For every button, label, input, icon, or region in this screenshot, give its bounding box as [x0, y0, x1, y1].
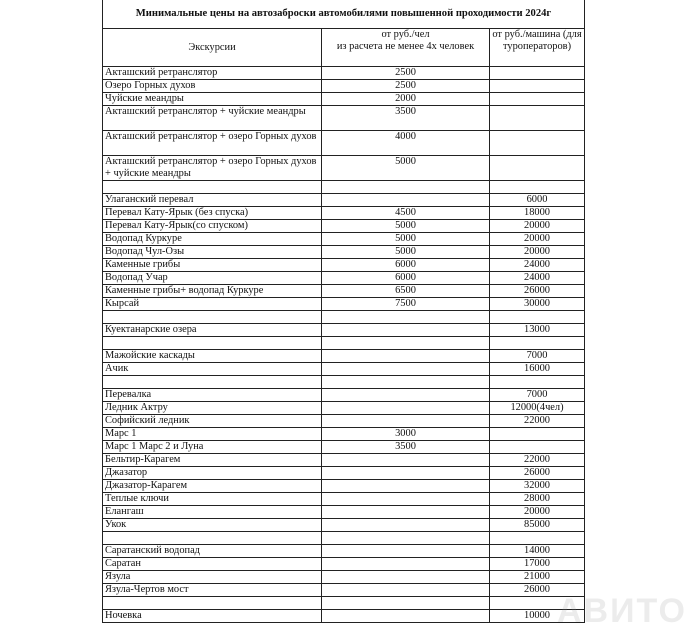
- price-per-person: 3000: [322, 428, 490, 441]
- table-row: [103, 506, 585, 519]
- price-per-car: [490, 441, 585, 454]
- price-per-person: 5000: [322, 156, 490, 181]
- price-per-person: [322, 389, 490, 402]
- price-per-person: [322, 194, 490, 207]
- table-row: [103, 441, 585, 454]
- price-per-person: [322, 181, 490, 194]
- price-per-car: 85000: [490, 519, 585, 532]
- spacer-row: [103, 311, 585, 324]
- price-per-car: [490, 376, 585, 389]
- price-per-car: 28000: [490, 493, 585, 506]
- excursion-name: Укок: [103, 519, 322, 532]
- table-row: [103, 610, 585, 623]
- price-per-person: 7500: [322, 298, 490, 311]
- spacer-row: [103, 597, 585, 610]
- price-per-person: [322, 532, 490, 545]
- price-per-person: 4000: [322, 131, 490, 156]
- excursion-name: Кырсай: [103, 298, 322, 311]
- price-per-car: [490, 67, 585, 80]
- price-per-person: 3500: [322, 106, 490, 131]
- price-per-car: 17000: [490, 558, 585, 571]
- excursion-name: Елангаш: [103, 506, 322, 519]
- price-per-person: [322, 584, 490, 597]
- excursion-name: Язула: [103, 571, 322, 584]
- price-per-person: [322, 324, 490, 337]
- table-row: [103, 363, 585, 376]
- excursion-name: Саратан: [103, 558, 322, 571]
- price-per-person: [322, 402, 490, 415]
- spacer-row: [103, 532, 585, 545]
- price-per-car: 22000: [490, 454, 585, 467]
- price-per-car: 26000: [490, 584, 585, 597]
- price-per-car: 10000: [490, 610, 585, 623]
- spacer-row: [103, 181, 585, 194]
- price-table: [102, 0, 585, 623]
- price-per-person: 2500: [322, 67, 490, 80]
- price-per-car: 20000: [490, 220, 585, 233]
- price-per-person: 6000: [322, 259, 490, 272]
- table-row: [103, 220, 585, 233]
- price-per-person: [322, 415, 490, 428]
- excursion-name: Улаганский перевал: [103, 194, 322, 207]
- excursion-name: [103, 376, 322, 389]
- price-per-person: 5000: [322, 220, 490, 233]
- excursion-name: Водопад Куркуре: [103, 233, 322, 246]
- table-row: [103, 493, 585, 506]
- price-per-person: [322, 545, 490, 558]
- price-per-person: [322, 571, 490, 584]
- excursion-name: Мажойские каскады: [103, 350, 322, 363]
- price-per-person: [322, 467, 490, 480]
- spacer-row: [103, 376, 585, 389]
- price-per-person: 3500: [322, 441, 490, 454]
- price-per-person: [322, 610, 490, 623]
- price-document: [102, 0, 687, 640]
- excursion-name: Акташский ретранслятор + озеро Горных духов + чуйские меандры: [103, 156, 322, 181]
- table-row: [103, 67, 585, 80]
- price-per-person: [322, 597, 490, 610]
- excursion-name: [103, 337, 322, 350]
- header-per-person: от руб./чел из расчета не менее 4х человек: [322, 29, 490, 67]
- price-per-person: [322, 311, 490, 324]
- price-per-car: 7000: [490, 350, 585, 363]
- excursion-name: Акташский ретранслятор + озеро Горных духов: [103, 131, 322, 156]
- price-per-person: [322, 376, 490, 389]
- excursion-name: Джазатор: [103, 467, 322, 480]
- price-per-car: [490, 80, 585, 93]
- price-per-person: [322, 493, 490, 506]
- excursion-name: Ачик: [103, 363, 322, 376]
- excursion-name: Водопад Учар: [103, 272, 322, 285]
- excursion-name: Чуйские меандры: [103, 93, 322, 106]
- table-row: [103, 350, 585, 363]
- price-per-car: 22000: [490, 415, 585, 428]
- table-row: [103, 428, 585, 441]
- table-row: [103, 454, 585, 467]
- table-row: [103, 93, 585, 106]
- price-per-person: 5000: [322, 246, 490, 259]
- price-per-car: 24000: [490, 259, 585, 272]
- excursion-name: [103, 597, 322, 610]
- price-per-car: [490, 106, 585, 131]
- price-per-car: [490, 156, 585, 181]
- excursion-name: Ночевка: [103, 610, 322, 623]
- title-row: [103, 0, 585, 29]
- table-row: [103, 584, 585, 597]
- price-per-car: 20000: [490, 506, 585, 519]
- table-row: [103, 131, 585, 156]
- price-per-car: 14000: [490, 545, 585, 558]
- table-row: [103, 156, 585, 181]
- price-per-person: [322, 480, 490, 493]
- header-excursions: Экскурсии: [103, 29, 322, 67]
- excursion-name: Язула-Чертов мост: [103, 584, 322, 597]
- excursion-name: Водопад Чул-Озы: [103, 246, 322, 259]
- price-per-person: [322, 506, 490, 519]
- table-row: [103, 285, 585, 298]
- price-per-person: 4500: [322, 207, 490, 220]
- table-row: [103, 545, 585, 558]
- price-per-person: [322, 454, 490, 467]
- price-per-person: [322, 558, 490, 571]
- price-per-car: [490, 181, 585, 194]
- excursion-name: Акташский ретранслятор + чуйские меандры: [103, 106, 322, 131]
- price-per-person: [322, 363, 490, 376]
- watermark: АВИТО: [557, 592, 687, 630]
- price-per-car: [490, 337, 585, 350]
- table-row: [103, 106, 585, 131]
- price-per-person: 6500: [322, 285, 490, 298]
- price-per-person: [322, 337, 490, 350]
- price-per-person: [322, 350, 490, 363]
- price-per-car: [490, 93, 585, 106]
- excursion-name: Марс 1: [103, 428, 322, 441]
- table-row: [103, 80, 585, 93]
- excursion-name: [103, 532, 322, 545]
- table-row: [103, 558, 585, 571]
- price-per-car: 20000: [490, 246, 585, 259]
- table-row: [103, 480, 585, 493]
- excursion-name: Куектанарские озера: [103, 324, 322, 337]
- table-row: [103, 324, 585, 337]
- price-per-car: [490, 428, 585, 441]
- table-row: [103, 246, 585, 259]
- price-per-car: 13000: [490, 324, 585, 337]
- price-per-person: 2500: [322, 80, 490, 93]
- excursion-name: Каменные грибы: [103, 259, 322, 272]
- excursion-name: Перевалка: [103, 389, 322, 402]
- price-per-car: 32000: [490, 480, 585, 493]
- price-per-person: 6000: [322, 272, 490, 285]
- excursion-name: Марс 1 Марс 2 и Луна: [103, 441, 322, 454]
- excursion-name: Саратанский водопад: [103, 545, 322, 558]
- excursion-name: Акташский ретранслятор: [103, 67, 322, 80]
- price-per-person: 5000: [322, 233, 490, 246]
- price-per-car: 26000: [490, 467, 585, 480]
- excursion-name: [103, 181, 322, 194]
- excursion-name: Ледник Актру: [103, 402, 322, 415]
- excursion-name: Джазатор-Карагем: [103, 480, 322, 493]
- price-per-car: 7000: [490, 389, 585, 402]
- table-row: [103, 402, 585, 415]
- price-per-car: 20000: [490, 233, 585, 246]
- table-row: [103, 233, 585, 246]
- table-row: [103, 519, 585, 532]
- price-per-car: [490, 131, 585, 156]
- page-title: Минимальные цены на автозаброски автомобилями повышенной проходимости 2024г: [103, 0, 585, 29]
- price-per-car: [490, 532, 585, 545]
- price-per-car: 18000: [490, 207, 585, 220]
- table-row: [103, 415, 585, 428]
- excursion-name: Озеро Горных духов: [103, 80, 322, 93]
- excursion-name: [103, 311, 322, 324]
- table-row: [103, 207, 585, 220]
- table-row: [103, 467, 585, 480]
- excursion-name: Теплые ключи: [103, 493, 322, 506]
- excursion-name: Перевал Кату-Ярык(со спуском): [103, 220, 322, 233]
- price-per-car: 24000: [490, 272, 585, 285]
- table-row: [103, 259, 585, 272]
- table-row: [103, 389, 585, 402]
- table-row: [103, 298, 585, 311]
- header-row: [103, 29, 585, 67]
- price-per-car: 12000(4чел): [490, 402, 585, 415]
- excursion-name: Бельтир-Карагем: [103, 454, 322, 467]
- price-per-car: 26000: [490, 285, 585, 298]
- table-row: [103, 571, 585, 584]
- price-per-car: 30000: [490, 298, 585, 311]
- price-per-car: 6000: [490, 194, 585, 207]
- excursion-name: Каменные грибы+ водопад Куркуре: [103, 285, 322, 298]
- excursion-name: Софийский ледник: [103, 415, 322, 428]
- price-per-person: [322, 519, 490, 532]
- price-per-car: 16000: [490, 363, 585, 376]
- spacer-row: [103, 337, 585, 350]
- table-row: [103, 194, 585, 207]
- header-per-car: от руб./машина (для туроператоров): [490, 29, 585, 67]
- table-row: [103, 272, 585, 285]
- price-per-person: 2000: [322, 93, 490, 106]
- price-per-car: 21000: [490, 571, 585, 584]
- excursion-name: Перевал Кату-Ярык (без спуска): [103, 207, 322, 220]
- price-per-car: [490, 311, 585, 324]
